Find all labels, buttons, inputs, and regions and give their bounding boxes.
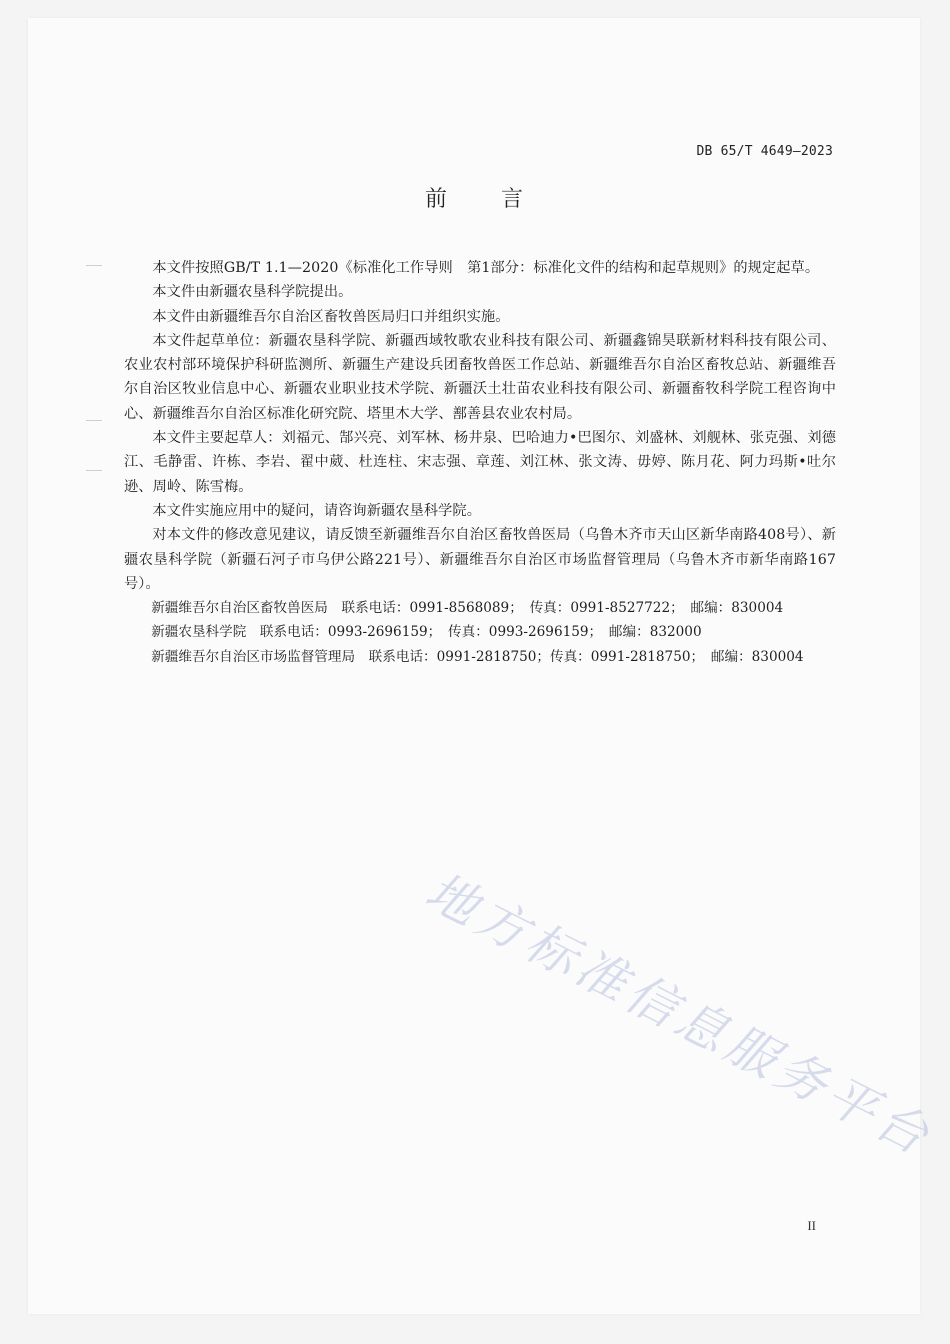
- title-char-1: 前: [424, 187, 449, 212]
- scan-artifact: [86, 470, 102, 471]
- contact-line-academy: 新疆农垦科学院 联系电话：0993-2696159； 传真：0993-2696159； 邮编：832000: [151, 624, 702, 641]
- paragraph-administrator: 本文件由新疆维吾尔自治区畜牧兽医局归口并组织实施。: [152, 308, 510, 325]
- contact-line-market-regulation: 新疆维吾尔自治区市场监督管理局 联系电话：0991-2818750；传真：0991-2818750； 邮编：830004: [151, 648, 804, 665]
- paragraph-drafting-units: 本文件起草单位：新疆农垦科学院、新疆西域牧歌农业科技有限公司、新疆鑫锦昊联新材料科技有限公司、农业农村部环境保护科研监测所、新疆生产建设兵团畜牧兽医工作总站、新疆维吾尔自治区畜牧总站、新疆维吾尔自治区牧业信息中心、新疆农业职业技术学院、新疆沃土壮苗农业科技有限公司、新疆畜牧科学院工程咨询中心、新疆维吾尔自治区标准化研究院、塔里木大学、鄯善县农业农村局。: [124, 332, 836, 422]
- paragraph-proposer: 本文件由新疆农垦科学院提出。: [152, 284, 353, 301]
- scan-artifact: [86, 420, 102, 421]
- document-code: DB 65/T 4649—2023: [696, 144, 833, 159]
- watermark-stamp: 地方标准信息服务平台: [416, 861, 942, 1168]
- title-char-2: 言: [501, 187, 526, 212]
- paragraph-drafters: 本文件主要起草人：刘福元、郜兴亮、刘军林、杨井泉、巴哈迪力•巴图尔、刘盛林、刘舰林、张克强、刘德江、毛静雷、许栋、李岩、翟中葳、杜连柱、宋志强、章莲、刘江林、张文涛、毋婷、陈月花、阿力玛斯•吐尔逊、周岭、陈雪梅。: [124, 430, 836, 495]
- paragraph-inquiry: 本文件实施应用中的疑问，请咨询新疆农垦科学院。: [152, 502, 482, 519]
- paragraph-feedback: 对本文件的修改意见建议，请反馈至新疆维吾尔自治区畜牧兽医局（乌鲁木齐市天山区新华南路408号）、新疆农垦科学院（新疆石河子市乌伊公路221号）、新疆维吾尔自治区市场监督管理局（乌鲁木齐市新华南路167号）。: [124, 527, 836, 592]
- page-number: II: [807, 1218, 816, 1233]
- page-title: [0, 182, 950, 213]
- contact-line-livestock-bureau: 新疆维吾尔自治区畜牧兽医局 联系电话：0991-8568089； 传真：0991-8527722； 邮编：830004: [151, 600, 784, 617]
- scan-artifact: [86, 265, 102, 266]
- foreword-body: [124, 256, 836, 669]
- paragraph-drafting-rule: 本文件按照GB/T 1.1—2020《标准化工作导则 第1部分：标准化文件的结构和起草规则》的规定起草。: [152, 260, 820, 276]
